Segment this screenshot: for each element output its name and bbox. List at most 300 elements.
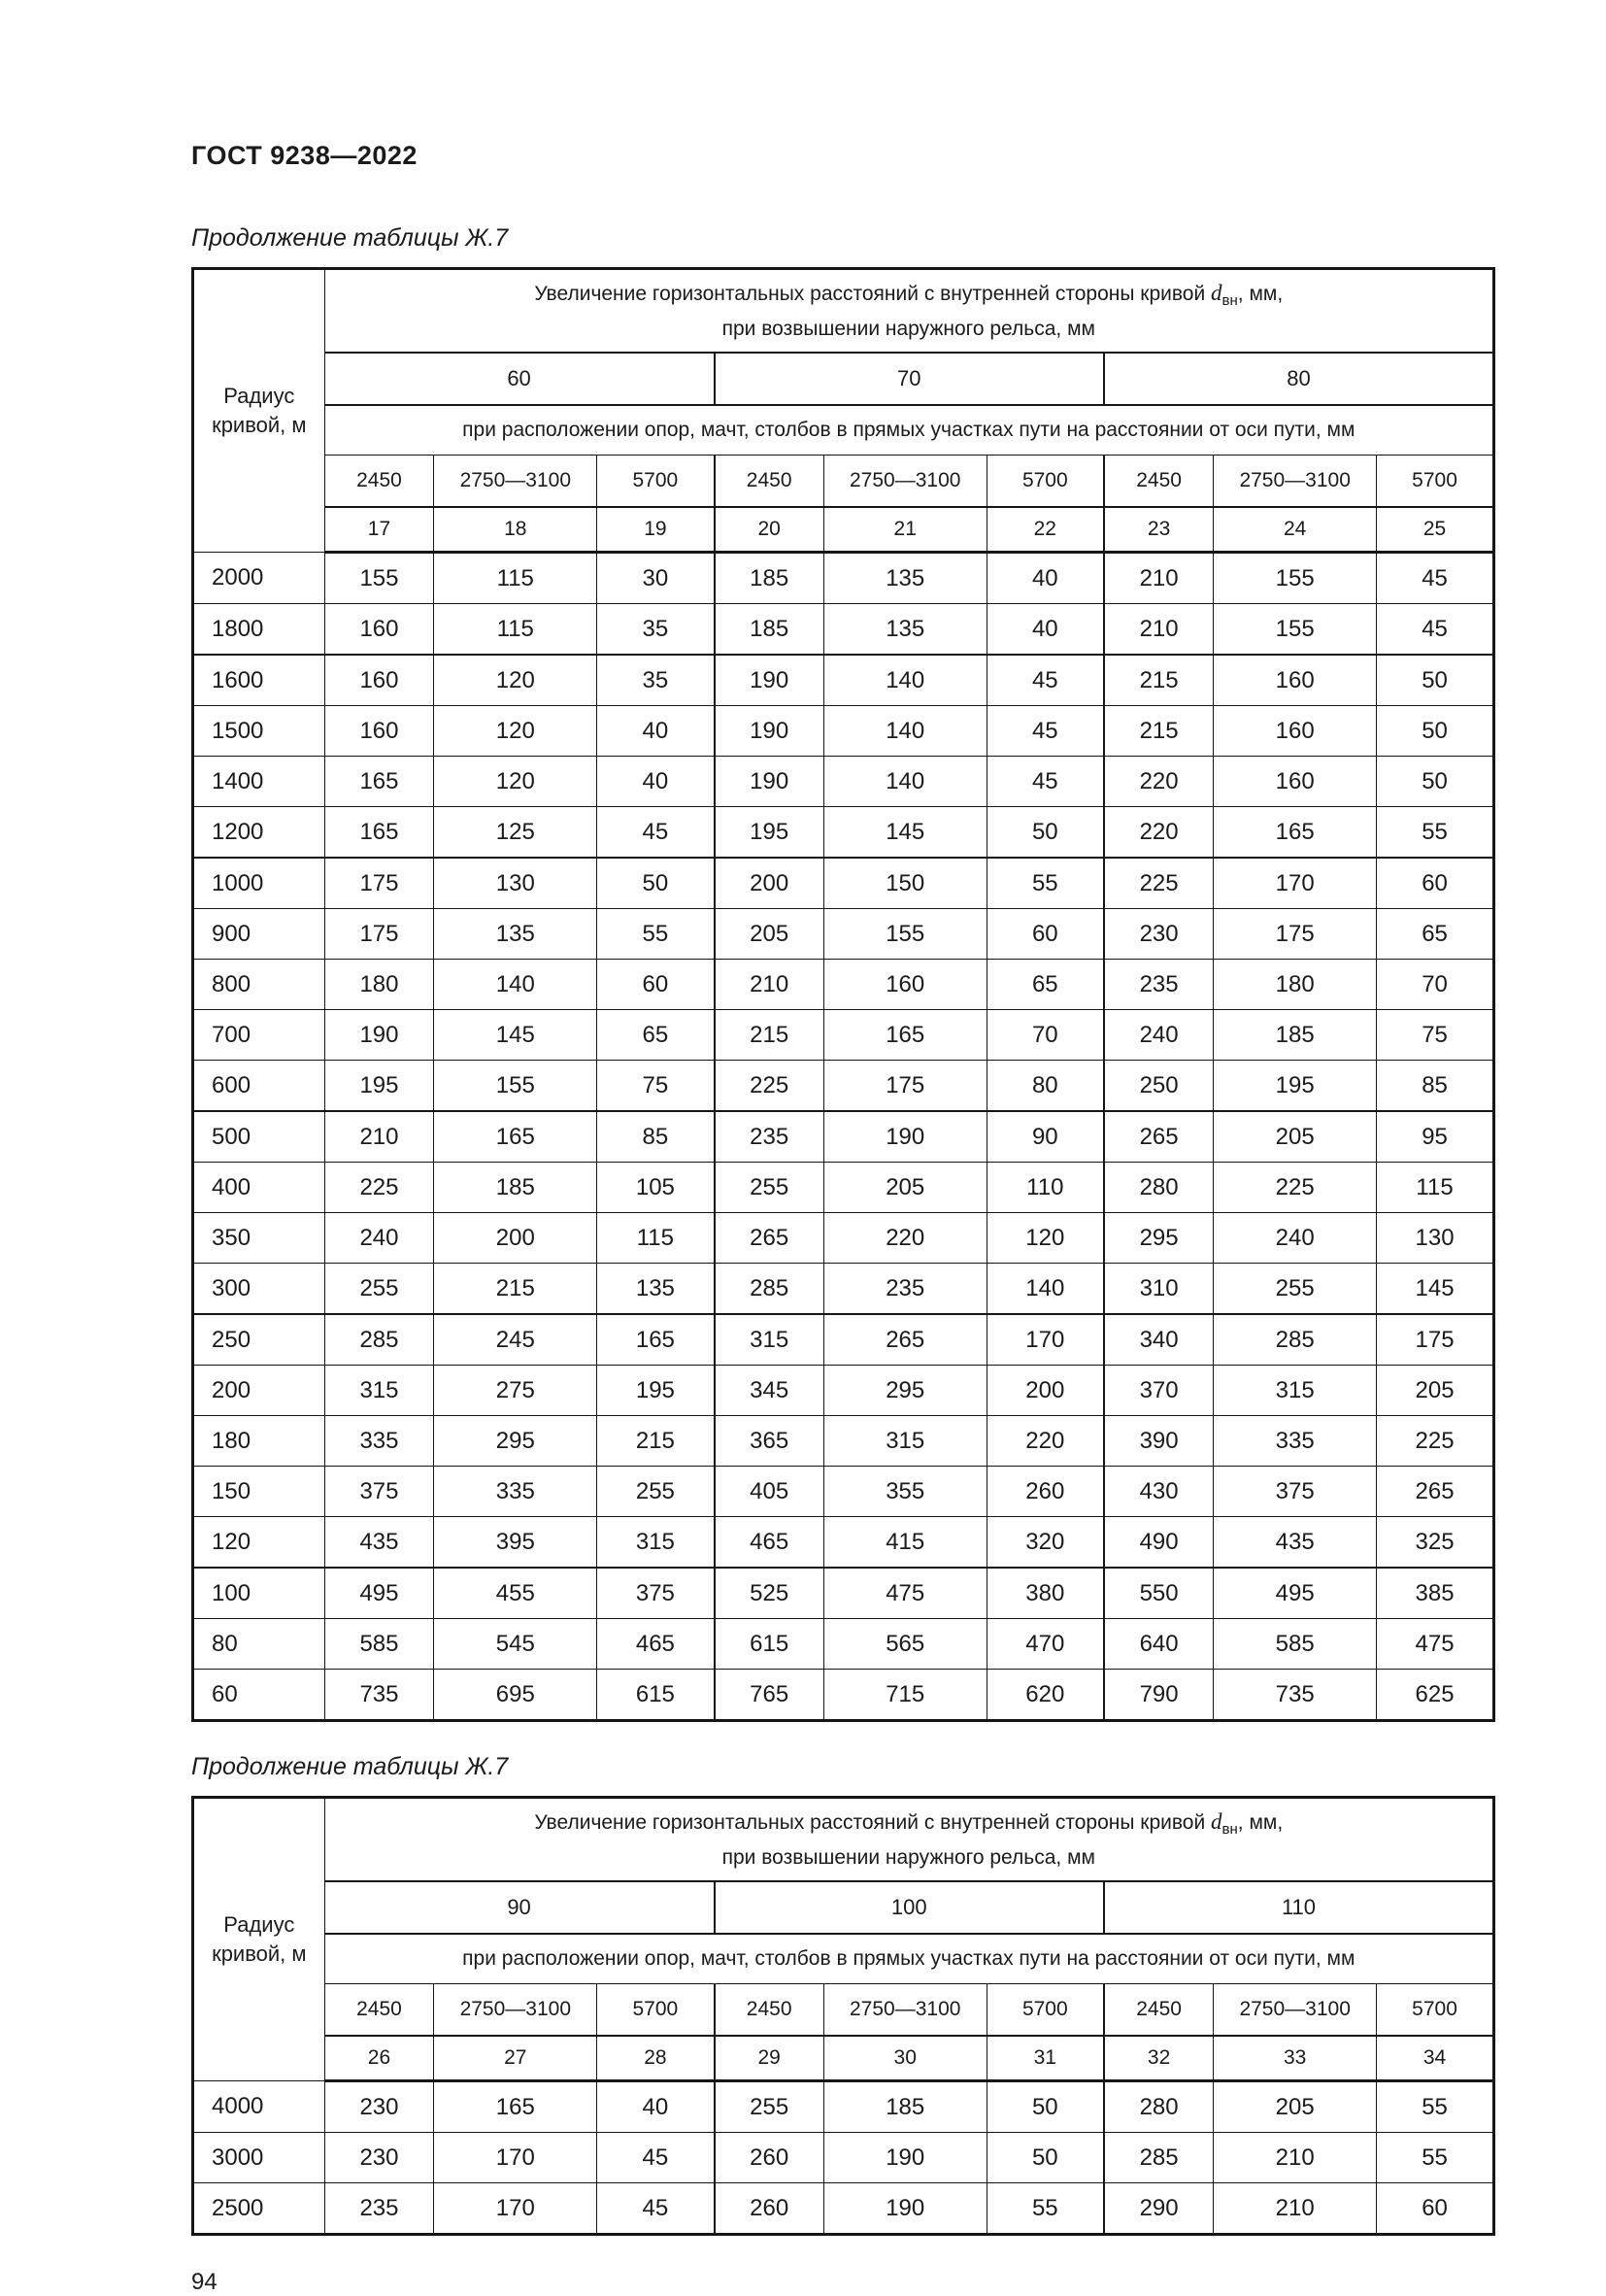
distance-value: 135: [434, 909, 597, 960]
distance-value: 30: [597, 553, 715, 604]
title-subscript: вн: [1221, 1821, 1238, 1839]
distance-value: 455: [434, 1568, 597, 1619]
distance-value: 110: [987, 1163, 1104, 1213]
distance-header: 2750—3100: [823, 1984, 987, 2037]
distance-value: 120: [434, 655, 597, 706]
column-number: 30: [823, 2036, 987, 2081]
table-row: [193, 1010, 1494, 1061]
distance-value: 765: [715, 1670, 824, 1721]
distance-value: 180: [324, 960, 434, 1010]
radius-value: 900: [193, 909, 325, 960]
distance-value: 135: [823, 604, 987, 656]
distance-value: 430: [1104, 1467, 1214, 1517]
radius-value: 800: [193, 960, 325, 1010]
table-row: [193, 757, 1494, 807]
distance-value: 260: [987, 1467, 1104, 1517]
distance-value: 205: [1377, 1366, 1494, 1416]
column-number: 17: [324, 507, 434, 553]
title-text-pre: Увеличение горизонтальных расстояний с внутренней стороны кривой: [534, 1811, 1212, 1835]
distance-value: 95: [1377, 1111, 1494, 1163]
distance-value: 275: [434, 1366, 597, 1416]
distance-header: 5700: [987, 1984, 1104, 2037]
distance-value: 50: [1377, 655, 1494, 706]
distance-value: 135: [823, 553, 987, 604]
distance-value: 155: [823, 909, 987, 960]
distance-value: 470: [987, 1619, 1104, 1670]
table-row: [193, 1670, 1494, 1721]
distance-header: 5700: [597, 456, 715, 508]
distance-value: 245: [434, 1314, 597, 1366]
distance-value: 210: [1214, 2183, 1377, 2235]
distance-value: 220: [1104, 757, 1214, 807]
table-zh7-part2: [191, 1796, 1495, 2236]
distance-value: 45: [597, 2183, 715, 2235]
distance-value: 285: [324, 1314, 434, 1366]
distance-value: 225: [1104, 858, 1214, 909]
distance-value: 215: [434, 1264, 597, 1315]
distance-value: 230: [324, 2081, 434, 2133]
distance-value: 115: [1377, 1163, 1494, 1213]
distance-value: 160: [324, 706, 434, 757]
column-number: 22: [987, 507, 1104, 553]
distance-value: 220: [1104, 807, 1214, 859]
distance-header: 2750—3100: [434, 1984, 597, 2037]
distance-value: 285: [715, 1264, 824, 1315]
distance-value: 85: [1377, 1061, 1494, 1112]
table-block-1: [191, 224, 1495, 1722]
distance-value: 205: [823, 1163, 987, 1213]
distance-value: 215: [1104, 655, 1214, 706]
table-caption: Продолжение таблицы Ж.7: [191, 224, 509, 252]
distance-header: 2450: [324, 456, 434, 508]
radius-value: 400: [193, 1163, 325, 1213]
distance-value: 210: [1104, 604, 1214, 656]
distance-value: 165: [1214, 807, 1377, 859]
distance-value: 355: [823, 1467, 987, 1517]
distance-value: 175: [324, 858, 434, 909]
radius-value: 4000: [193, 2081, 325, 2133]
distance-value: 105: [597, 1163, 715, 1213]
distance-value: 585: [1214, 1619, 1377, 1670]
distance-value: 65: [597, 1010, 715, 1061]
distance-value: 190: [715, 757, 824, 807]
distance-value: 335: [1214, 1416, 1377, 1467]
distance-value: 130: [434, 858, 597, 909]
distance-value: 210: [1214, 2133, 1377, 2183]
distance-value: 545: [434, 1619, 597, 1670]
column-number: 20: [715, 507, 824, 553]
title-text-post: , мм,: [1237, 283, 1284, 306]
radius-value: 180: [193, 1416, 325, 1467]
distance-header: 2750—3100: [1214, 456, 1377, 508]
distance-value: 60: [597, 960, 715, 1010]
distance-value: 190: [823, 2133, 987, 2183]
column-number: 29: [715, 2036, 824, 2081]
distance-value: 235: [324, 2183, 434, 2235]
distance-value: 185: [1214, 1010, 1377, 1061]
radius-value: 200: [193, 1366, 325, 1416]
distance-value: 225: [1214, 1163, 1377, 1213]
distance-value: 495: [324, 1568, 434, 1619]
radius-value: 100: [193, 1568, 325, 1619]
distance-value: 40: [987, 553, 1104, 604]
distance-value: 235: [823, 1264, 987, 1315]
page-number: 94: [191, 2269, 217, 2295]
title-variable: d: [1211, 1809, 1222, 1835]
radius-value: 3000: [193, 2133, 325, 2183]
distance-value: 295: [823, 1366, 987, 1416]
distance-value: 325: [1377, 1517, 1494, 1569]
distance-value: 640: [1104, 1619, 1214, 1670]
distance-value: 435: [324, 1517, 434, 1569]
distance-value: 55: [987, 2183, 1104, 2235]
distance-value: 195: [597, 1366, 715, 1416]
table-row: [193, 655, 1494, 706]
distance-value: 75: [597, 1061, 715, 1112]
radius-value: 700: [193, 1010, 325, 1061]
distance-value: 175: [1214, 909, 1377, 960]
distance-value: 80: [987, 1061, 1104, 1112]
distance-value: 55: [1377, 2081, 1494, 2133]
distance-value: 45: [987, 655, 1104, 706]
table-zh7-part1: [191, 267, 1495, 1722]
distance-value: 195: [324, 1061, 434, 1112]
table-row: [193, 1264, 1494, 1315]
distance-value: 190: [715, 706, 824, 757]
distance-header: 2450: [1104, 1984, 1214, 2037]
distance-value: 55: [1377, 807, 1494, 859]
distance-value: 190: [823, 1111, 987, 1163]
table-row: [193, 858, 1494, 909]
distance-value: 85: [597, 1111, 715, 1163]
distance-value: 175: [823, 1061, 987, 1112]
distance-value: 240: [324, 1213, 434, 1264]
distance-value: 55: [597, 909, 715, 960]
distance-value: 185: [823, 2081, 987, 2133]
distance-value: 495: [1214, 1568, 1377, 1619]
distance-value: 205: [1214, 2081, 1377, 2133]
distance-value: 65: [987, 960, 1104, 1010]
elevation-header: 100: [715, 1881, 1104, 1934]
distance-value: 155: [1214, 604, 1377, 656]
distance-value: 185: [715, 604, 824, 656]
distance-value: 50: [987, 2081, 1104, 2133]
table-row: [193, 1061, 1494, 1112]
table-caption: Продолжение таблицы Ж.7: [191, 1753, 509, 1780]
distance-value: 615: [597, 1670, 715, 1721]
distance-value: 225: [715, 1061, 824, 1112]
distance-value: 415: [823, 1517, 987, 1569]
distance-value: 70: [987, 1010, 1104, 1061]
distance-value: 90: [987, 1111, 1104, 1163]
distance-value: 40: [987, 604, 1104, 656]
radius-value: 1200: [193, 807, 325, 859]
distance-value: 45: [597, 807, 715, 859]
distance-value: 210: [324, 1111, 434, 1163]
distance-value: 365: [715, 1416, 824, 1467]
column-number: 33: [1214, 2036, 1377, 2081]
title-subscript: вн: [1221, 292, 1238, 310]
table-row: [193, 2183, 1494, 2235]
distance-value: 155: [434, 1061, 597, 1112]
table-row: [193, 1366, 1494, 1416]
distance-value: 280: [1104, 1163, 1214, 1213]
radius-value: 600: [193, 1061, 325, 1112]
distance-value: 340: [1104, 1314, 1214, 1366]
distance-value: 165: [434, 2081, 597, 2133]
distance-value: 165: [434, 1111, 597, 1163]
elevation-header: 80: [1104, 353, 1494, 405]
distance-value: 315: [597, 1517, 715, 1569]
title-text-pre: Увеличение горизонтальных расстояний с внутренней стороны кривой: [534, 283, 1212, 306]
distance-value: 435: [1214, 1517, 1377, 1569]
distance-value: 390: [1104, 1416, 1214, 1467]
distance-value: 190: [823, 2183, 987, 2235]
table-row: [193, 1416, 1494, 1467]
distance-value: 715: [823, 1670, 987, 1721]
distance-value: 215: [597, 1416, 715, 1467]
distance-value: 200: [715, 858, 824, 909]
column-number: 27: [434, 2036, 597, 2081]
distance-value: 320: [987, 1517, 1104, 1569]
distance-value: 40: [597, 706, 715, 757]
distance-value: 120: [434, 757, 597, 807]
table-row: [193, 1619, 1494, 1670]
distance-value: 465: [715, 1517, 824, 1569]
radius-value: 150: [193, 1467, 325, 1517]
distance-value: 155: [324, 553, 434, 604]
distance-value: 200: [434, 1213, 597, 1264]
distance-value: 490: [1104, 1517, 1214, 1569]
distance-value: 205: [1214, 1111, 1377, 1163]
distance-value: 160: [1214, 757, 1377, 807]
distance-value: 225: [1377, 1416, 1494, 1467]
distance-value: 170: [434, 2133, 597, 2183]
distance-value: 735: [324, 1670, 434, 1721]
distance-value: 75: [1377, 1010, 1494, 1061]
column-number: 31: [987, 2036, 1104, 2081]
radius-value: 2000: [193, 553, 325, 604]
distance-value: 215: [1104, 706, 1214, 757]
distance-value: 370: [1104, 1366, 1214, 1416]
distance-value: 45: [597, 2133, 715, 2183]
distance-value: 140: [823, 655, 987, 706]
distance-value: 210: [1104, 553, 1214, 604]
radius-value: 1800: [193, 604, 325, 656]
distance-value: 45: [1377, 604, 1494, 656]
distance-header: 2750—3100: [823, 456, 987, 508]
distance-header: 5700: [597, 1984, 715, 2037]
distance-header: 2750—3100: [434, 456, 597, 508]
table-block-2: [191, 1753, 1495, 2236]
distance-value: 50: [987, 2133, 1104, 2183]
distance-value: 315: [715, 1314, 824, 1366]
distance-value: 315: [1214, 1366, 1377, 1416]
distance-value: 145: [434, 1010, 597, 1061]
distance-header: 2450: [1104, 456, 1214, 508]
distance-value: 120: [987, 1213, 1104, 1264]
distance-value: 125: [434, 807, 597, 859]
table-row: [193, 1467, 1494, 1517]
distance-value: 395: [434, 1517, 597, 1569]
table-row: [193, 1314, 1494, 1366]
table-row: [193, 1111, 1494, 1163]
distance-value: 280: [1104, 2081, 1214, 2133]
distance-value: 165: [324, 757, 434, 807]
distance-value: 405: [715, 1467, 824, 1517]
table-row: [193, 1213, 1494, 1264]
distance-value: 200: [987, 1366, 1104, 1416]
column-number: 28: [597, 2036, 715, 2081]
title-line2: при возвышении наружного рельса, мм: [721, 1846, 1095, 1870]
distance-value: 160: [823, 960, 987, 1010]
radius-value: 500: [193, 1111, 325, 1163]
distance-value: 790: [1104, 1670, 1214, 1721]
distance-value: 45: [987, 757, 1104, 807]
table-title-cell: [324, 1798, 1493, 1882]
column-number: 26: [324, 2036, 434, 2081]
distance-value: 130: [1377, 1213, 1494, 1264]
distance-value: 315: [324, 1366, 434, 1416]
column-number: 32: [1104, 2036, 1214, 2081]
distance-value: 120: [434, 706, 597, 757]
distance-header: 5700: [987, 456, 1104, 508]
distance-value: 35: [597, 655, 715, 706]
distance-value: 115: [597, 1213, 715, 1264]
distance-value: 170: [1214, 858, 1377, 909]
distance-value: 235: [1104, 960, 1214, 1010]
distance-value: 40: [597, 2081, 715, 2133]
distance-value: 620: [987, 1670, 1104, 1721]
distance-value: 190: [324, 1010, 434, 1061]
radius-value: 350: [193, 1213, 325, 1264]
distance-value: 475: [1377, 1619, 1494, 1670]
distance-value: 195: [715, 807, 824, 859]
distance-value: 250: [1104, 1061, 1214, 1112]
table-row: [193, 2133, 1494, 2183]
radius-value: 300: [193, 1264, 325, 1315]
table-row: [193, 807, 1494, 859]
distance-value: 380: [987, 1568, 1104, 1619]
distance-value: 205: [715, 909, 824, 960]
distance-value: 140: [434, 960, 597, 1010]
distance-value: 550: [1104, 1568, 1214, 1619]
distance-value: 375: [597, 1568, 715, 1619]
distance-value: 230: [1104, 909, 1214, 960]
distance-value: 255: [715, 2081, 824, 2133]
distance-value: 220: [987, 1416, 1104, 1467]
column-number: 19: [597, 507, 715, 553]
distance-value: 170: [987, 1314, 1104, 1366]
distance-value: 240: [1104, 1010, 1214, 1061]
table-row: [193, 604, 1494, 656]
distance-value: 65: [1377, 909, 1494, 960]
distance-value: 165: [823, 1010, 987, 1061]
distance-value: 375: [324, 1467, 434, 1517]
distance-value: 260: [715, 2133, 824, 2183]
title-text-post: , мм,: [1237, 1811, 1284, 1835]
distance-value: 265: [715, 1213, 824, 1264]
distance-value: 285: [1214, 1314, 1377, 1366]
distance-header: 5700: [1377, 1984, 1494, 2037]
distance-value: 385: [1377, 1568, 1494, 1619]
distance-value: 170: [434, 2183, 597, 2235]
distance-value: 160: [324, 604, 434, 656]
distance-value: 225: [324, 1163, 434, 1213]
distance-value: 175: [324, 909, 434, 960]
distance-value: 185: [715, 553, 824, 604]
distance-value: 310: [1104, 1264, 1214, 1315]
distance-header: 2750—3100: [1214, 1984, 1377, 2037]
distance-value: 345: [715, 1366, 824, 1416]
distance-value: 50: [1377, 706, 1494, 757]
distance-value: 265: [1104, 1111, 1214, 1163]
distance-value: 525: [715, 1568, 824, 1619]
distance-value: 235: [715, 1111, 824, 1163]
distance-value: 210: [715, 960, 824, 1010]
table-row: [193, 909, 1494, 960]
distance-value: 585: [324, 1619, 434, 1670]
distance-value: 50: [1377, 757, 1494, 807]
distance-header: 2450: [715, 456, 824, 508]
radius-value: 1400: [193, 757, 325, 807]
placement-note: при расположении опор, мачт, столбов в прямых участках пути на расстоянии от оси пути, мм: [324, 405, 1493, 456]
distance-value: 185: [434, 1163, 597, 1213]
distance-value: 35: [597, 604, 715, 656]
distance-header: 5700: [1377, 456, 1494, 508]
radius-column-header: Радиус кривой, м: [193, 269, 325, 553]
distance-value: 255: [1214, 1264, 1377, 1315]
distance-value: 215: [715, 1010, 824, 1061]
placement-note: при расположении опор, мачт, столбов в прямых участках пути на расстоянии от оси пути, мм: [324, 1934, 1493, 1984]
distance-value: 115: [434, 604, 597, 656]
column-number: 34: [1377, 2036, 1494, 2081]
radius-value: 60: [193, 1670, 325, 1721]
distance-value: 255: [597, 1467, 715, 1517]
distance-value: 220: [823, 1213, 987, 1264]
distance-value: 260: [715, 2183, 824, 2235]
distance-value: 190: [715, 655, 824, 706]
distance-value: 255: [324, 1264, 434, 1315]
distance-value: 115: [434, 553, 597, 604]
distance-value: 165: [597, 1314, 715, 1366]
distance-header: 2450: [324, 1984, 434, 2037]
table-row: [193, 553, 1494, 604]
distance-value: 70: [1377, 960, 1494, 1010]
distance-value: 265: [1377, 1467, 1494, 1517]
distance-value: 50: [987, 807, 1104, 859]
distance-value: 295: [1104, 1213, 1214, 1264]
column-number: 23: [1104, 507, 1214, 553]
distance-value: 50: [597, 858, 715, 909]
distance-value: 230: [324, 2133, 434, 2183]
distance-value: 60: [1377, 2183, 1494, 2235]
radius-column-header: Радиус кривой, м: [193, 1798, 325, 2081]
distance-value: 45: [1377, 553, 1494, 604]
distance-value: 625: [1377, 1670, 1494, 1721]
distance-value: 150: [823, 858, 987, 909]
column-number: 21: [823, 507, 987, 553]
distance-value: 335: [434, 1467, 597, 1517]
distance-value: 160: [1214, 655, 1377, 706]
distance-value: 40: [597, 757, 715, 807]
elevation-header: 110: [1104, 1881, 1494, 1934]
distance-value: 140: [823, 757, 987, 807]
distance-header: 2450: [715, 1984, 824, 2037]
column-number: 18: [434, 507, 597, 553]
elevation-header: 70: [715, 353, 1104, 405]
distance-value: 295: [434, 1416, 597, 1467]
